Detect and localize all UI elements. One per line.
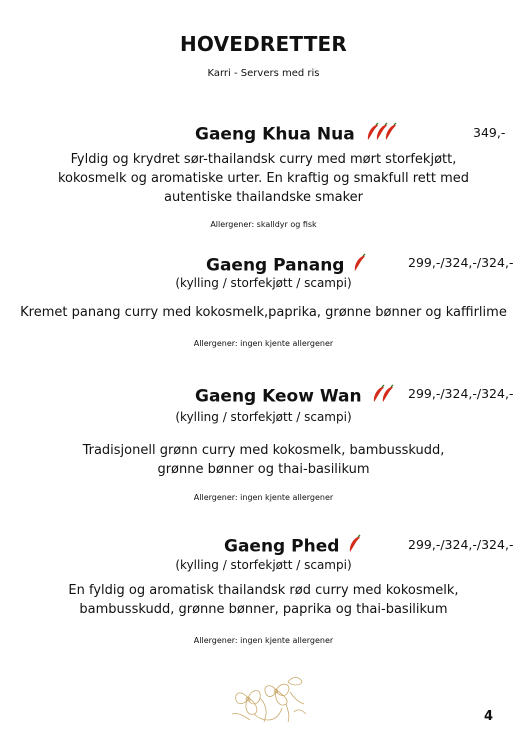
dish-name-text: Gaeng Phed [224,536,340,557]
dish-variants-keow-wan: (kylling / storfekjøtt / scampi) [175,410,352,424]
chili-icon [365,122,397,147]
dish-allergens-panang: Allergener: ingen kjente allergener [193,339,334,348]
dish-allergens-keow-wan: Allergener: ingen kjente allergener [193,493,334,502]
dish-description-panang [0,303,527,322]
dish-name-text: Gaeng Keow Wan [195,386,362,407]
chili-icon [371,384,394,409]
description-line: En fyldig og aromatisk thailandsk rød curry med kokosmelk, [68,583,459,598]
dish-price-khua-nua: 349,- [473,125,506,140]
dish-name-phed [224,534,361,559]
dish-name-text: Gaeng Panang [206,255,345,276]
dish-allergens-phed: Allergener: ingen kjente allergener [193,636,334,645]
dish-name-text: Gaeng Khua Nua [195,124,355,145]
description-line: Fyldig og krydret sør-thailandsk curry med mørt storfekjøtt, [70,152,457,167]
description-line: bambusskudd, grønne bønner, paprika og thai-basilikum [79,602,448,617]
description-line: grønne bønner og thai-basilikum [157,462,370,477]
orchid-line-art-icon [228,668,308,726]
description-line: Tradisjonell grønn curry med kokosmelk, bambusskudd, [82,443,445,458]
dish-description-keow-wan [0,441,527,479]
dish-name-khua-nua [195,122,397,147]
dish-price-phed: 299,-/324,-/324,- [408,537,514,552]
dish-description-khua-nua [0,150,527,207]
page-number: 4 [483,709,493,724]
page-subtitle: Karri - Servers med ris [207,68,320,79]
dish-variants-phed: (kylling / storfekjøtt / scampi) [175,558,352,572]
dish-variants-panang: (kylling / storfekjøtt / scampi) [175,276,352,290]
chili-icon [352,253,366,278]
description-line: autentiske thailandske smaker [164,190,363,205]
page-title: HOVEDRETTER [179,32,347,56]
description-line: kokosmelk og aromatiske urter. En kraftig og smakfull rett med [57,171,470,186]
dish-price-panang: 299,-/324,-/324,- [408,255,514,270]
chili-icon [347,534,361,559]
dish-allergens-khua-nua: Allergener: skalldyr og fisk [210,220,317,229]
description-line: Kremet panang curry med kokosmelk,paprika, grønne bønner og kaffirlime [20,305,507,320]
dish-description-phed [0,581,527,619]
dish-name-keow-wan [195,384,394,409]
dish-price-keow-wan: 299,-/324,-/324,- [408,386,514,401]
dish-name-panang [206,253,366,278]
